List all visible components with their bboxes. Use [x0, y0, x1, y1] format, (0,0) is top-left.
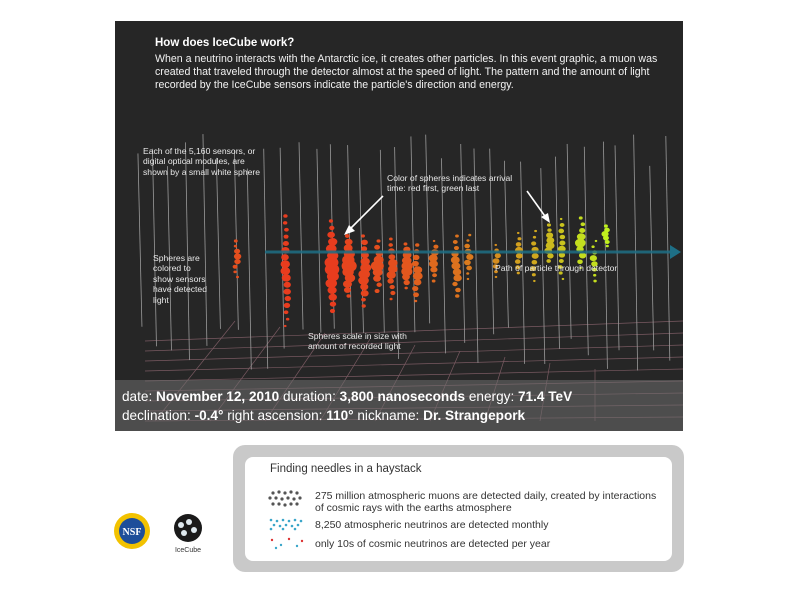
- legend-title: Finding needles in a haystack: [270, 463, 422, 475]
- legend-text-cosmic-neutrinos: only 10s of cosmic neutrinos are detected per year: [315, 538, 551, 550]
- sensor-sphere: [375, 289, 380, 293]
- energy-label: energy:: [468, 389, 515, 404]
- sensor-sphere: [455, 294, 459, 298]
- sensor-sphere: [606, 245, 609, 248]
- sensor-sphere: [453, 275, 461, 282]
- sensor-sphere: [412, 286, 418, 291]
- sensor-sphere: [389, 237, 393, 240]
- energy-value: 71.4 TeV: [518, 389, 573, 404]
- annotation-color: Color of spheres indicates arrival time: red first, green last: [387, 173, 513, 194]
- sensor-sphere: [453, 240, 458, 244]
- sensor-sphere: [533, 236, 536, 239]
- cosmic-neutrino-dots-icon: [267, 536, 307, 550]
- sensor-sphere: [361, 246, 367, 251]
- sensor-sphere: [283, 214, 287, 218]
- sensor-sphere: [593, 274, 596, 277]
- sensor-sphere: [377, 239, 381, 242]
- sensor-sphere: [532, 273, 536, 276]
- sensor-sphere: [387, 278, 393, 283]
- detector-string: [411, 136, 415, 332]
- sensor-sphere: [284, 303, 290, 308]
- sensor-sphere: [345, 234, 350, 238]
- sensor-sphere: [413, 272, 423, 280]
- sensor-sphere: [433, 245, 438, 249]
- sensor-sphere: [575, 239, 586, 248]
- sensor-sphere: [455, 288, 461, 293]
- sensor-sphere: [343, 280, 352, 287]
- detector-string: [650, 166, 654, 350]
- icecube-logo: [163, 510, 213, 554]
- detector-string: [615, 145, 619, 350]
- annotation-colored: Spheres are colored to show sensors have detected light: [153, 253, 207, 305]
- annotation-sensors: Each of the 5,160 sensors, or digital optical modules, are shown by a small white sphere: [143, 146, 261, 177]
- sensor-sphere: [581, 222, 586, 226]
- sensor-sphere: [330, 301, 336, 306]
- sensor-sphere: [560, 235, 566, 240]
- nickname-label: nickname:: [357, 408, 420, 423]
- sensor-sphere: [466, 239, 469, 242]
- sensor-sphere: [234, 249, 240, 254]
- sensor-sphere: [361, 290, 369, 297]
- sensor-sphere: [284, 282, 291, 288]
- sensor-sphere: [234, 245, 237, 248]
- legend-row-atmo-neutrinos: [267, 517, 667, 533]
- date-label: date:: [122, 389, 153, 404]
- detector-string: [380, 150, 384, 333]
- sensor-sphere: [373, 275, 381, 281]
- declination-value: -0.4°: [194, 408, 224, 423]
- sensor-sphere: [390, 291, 395, 295]
- sensor-sphere: [283, 221, 287, 225]
- sensor-sphere: [361, 240, 368, 245]
- sensor-sphere: [516, 242, 522, 247]
- stats-line-2: [122, 408, 525, 423]
- atmo-neutrino-dots-icon: [267, 517, 307, 531]
- sensor-sphere: [414, 279, 422, 285]
- sensor-sphere: [454, 246, 459, 250]
- nickname-value: Dr. Strangepork: [423, 408, 526, 423]
- detector-string: [567, 144, 571, 339]
- intro-title: How does IceCube work?: [155, 37, 295, 49]
- sensor-sphere: [346, 294, 350, 297]
- detector-string: [216, 158, 220, 329]
- sensor-sphere: [451, 262, 460, 269]
- callout-arrow-left: [348, 196, 383, 231]
- sensor-sphere: [452, 282, 457, 286]
- sensor-sphere: [432, 273, 437, 277]
- detector-string: [426, 135, 430, 324]
- sensor-sphere: [517, 237, 521, 240]
- sensor-sphere: [284, 310, 289, 314]
- sensor-sphere: [468, 234, 471, 237]
- haystack-legend-inner: [245, 457, 672, 561]
- nsf-logo: [107, 511, 157, 551]
- sensor-sphere: [281, 254, 289, 260]
- sensor-sphere: [327, 286, 336, 294]
- sensor-sphere: [604, 224, 608, 227]
- sensor-sphere: [281, 260, 290, 268]
- sensor-sphere: [560, 223, 565, 227]
- sensor-sphere: [455, 234, 459, 237]
- sensor-sphere: [495, 253, 501, 258]
- sensor-sphere: [387, 271, 396, 279]
- sensor-sphere: [562, 278, 565, 280]
- sensor-sphere: [329, 219, 333, 222]
- sensor-sphere: [579, 216, 583, 219]
- sensor-sphere: [432, 279, 436, 282]
- sensor-sphere: [286, 318, 289, 321]
- nsf-logo-text: NSF: [122, 527, 142, 538]
- sensor-sphere: [595, 240, 598, 242]
- sensor-sphere: [284, 235, 289, 239]
- sensor-sphere: [547, 223, 551, 226]
- sensor-sphere: [388, 243, 393, 247]
- sensor-sphere: [414, 300, 417, 303]
- sensor-sphere: [404, 287, 407, 290]
- legend-row-muons: [267, 488, 667, 514]
- intro-body: When a neutrino interacts with the Antarctic ice, it creates other particles. In this event graphic, a muon was created that traveled through the detector almost at the speed of light. The pattern and the amount of light recorded by the IceCube sensors indicate the particle's direction and energy.: [155, 53, 658, 91]
- sensor-sphere: [560, 218, 563, 220]
- sensor-sphere: [533, 280, 536, 282]
- sensor-sphere: [236, 276, 239, 279]
- sensor-sphere: [517, 232, 520, 234]
- sensor-sphere: [404, 242, 408, 245]
- event-stats: [115, 380, 683, 431]
- sensor-sphere: [591, 245, 594, 248]
- sensor-sphere: [329, 294, 337, 301]
- sensor-sphere: [344, 287, 351, 293]
- sensor-sphere: [402, 274, 410, 280]
- legend-row-cosmic-neutrinos: [267, 536, 667, 552]
- sensor-sphere: [466, 266, 472, 271]
- ra-label: right ascension:: [227, 408, 323, 423]
- callout-arrowhead-right: [541, 213, 550, 223]
- sensor-sphere: [495, 276, 498, 278]
- duration-label: duration:: [282, 389, 336, 404]
- sensor-sphere: [285, 296, 291, 301]
- date-value: November 12, 2010: [156, 389, 280, 404]
- sensor-sphere: [430, 267, 437, 273]
- legend-text-atmo-neutrinos: 8,250 atmospheric neutrinos are detected monthly: [315, 519, 549, 531]
- ra-value: 110°: [326, 408, 354, 423]
- sensor-sphere: [429, 260, 438, 267]
- detector-string: [603, 142, 607, 369]
- sensor-sphere: [376, 283, 381, 287]
- sensor-sphere: [559, 241, 565, 246]
- event-display-panel: [115, 21, 683, 431]
- annotation-scale: Spheres scale in size with amount of recorded light: [308, 331, 407, 352]
- sensor-sphere: [233, 270, 236, 273]
- sensor-sphere: [531, 241, 536, 245]
- sensor-sphere: [358, 276, 369, 285]
- stats-line-1: [122, 389, 572, 404]
- detector-string: [152, 149, 156, 347]
- sensor-sphere: [466, 254, 473, 260]
- detector-string: [264, 149, 268, 369]
- legend-text-muons: 275 million atmospheric muons are detected daily, created by interactions of cosmic rays with the earths atmosphere: [315, 490, 657, 514]
- sensor-sphere: [605, 240, 610, 244]
- haystack-legend: [233, 445, 684, 572]
- sensor-sphere: [374, 245, 380, 250]
- sensor-sphere: [330, 309, 335, 313]
- sensor-sphere: [361, 234, 365, 237]
- sensor-sphere: [579, 228, 585, 233]
- sensor-sphere: [494, 244, 497, 246]
- sensor-sphere: [283, 289, 290, 295]
- sensor-sphere: [547, 253, 553, 258]
- sensor-sphere: [547, 228, 551, 232]
- sensor-sphere: [412, 261, 419, 267]
- sensor-sphere: [532, 253, 539, 259]
- sensor-sphere: [345, 239, 353, 245]
- sensor-sphere: [413, 292, 419, 297]
- sensor-sphere: [603, 236, 609, 241]
- sensor-sphere: [360, 284, 368, 291]
- sensor-sphere: [433, 240, 436, 242]
- sensor-sphere: [329, 226, 334, 230]
- sensor-sphere: [284, 325, 287, 327]
- detector-string: [138, 153, 142, 326]
- sensor-sphere: [328, 238, 337, 246]
- sensor-sphere: [283, 241, 289, 246]
- sensor-sphere: [534, 230, 537, 232]
- sensor-sphere: [516, 253, 523, 258]
- sensor-sphere: [590, 255, 597, 261]
- sensor-sphere: [464, 260, 471, 266]
- sensor-sphere: [388, 254, 395, 260]
- detector-string: [317, 149, 321, 333]
- sensor-sphere: [390, 285, 395, 289]
- sensor-sphere: [234, 253, 241, 259]
- annotation-path: Path of particle through detector: [495, 263, 618, 273]
- sensor-sphere: [453, 269, 461, 276]
- sensor-sphere: [593, 280, 596, 283]
- sensor-sphere: [361, 298, 366, 302]
- duration-value: 3,800 nanoseconds: [339, 389, 466, 404]
- sensor-sphere: [233, 265, 238, 269]
- sensor-sphere: [389, 298, 392, 301]
- detector-string: [247, 169, 251, 370]
- sensor-sphere: [464, 244, 470, 249]
- declination-label: declination:: [122, 408, 191, 423]
- sensor-sphere: [284, 228, 289, 232]
- floor-grid-line: [145, 357, 683, 371]
- sensor-sphere: [362, 304, 366, 307]
- sensor-sphere: [558, 229, 564, 234]
- sensor-sphere: [404, 280, 410, 285]
- sensor-sphere: [327, 232, 335, 238]
- sensor-sphere: [467, 278, 470, 280]
- callout-arrow-right: [527, 191, 547, 219]
- sensor-sphere: [373, 268, 383, 276]
- icecube-logo-text: IceCube: [174, 547, 202, 554]
- sensor-sphere: [415, 243, 419, 247]
- intro-text: [155, 37, 675, 92]
- particle-path-arrowhead: [670, 245, 681, 259]
- detector-string: [666, 136, 670, 361]
- sensor-sphere: [413, 255, 420, 260]
- sensor-sphere: [234, 259, 240, 264]
- sensor-sphere: [234, 239, 238, 242]
- sensor-sphere: [282, 274, 291, 281]
- muon-dots-icon: [267, 488, 307, 510]
- detector-string: [299, 142, 303, 329]
- sensor-sphere: [280, 267, 290, 275]
- sensor-sphere: [466, 272, 469, 275]
